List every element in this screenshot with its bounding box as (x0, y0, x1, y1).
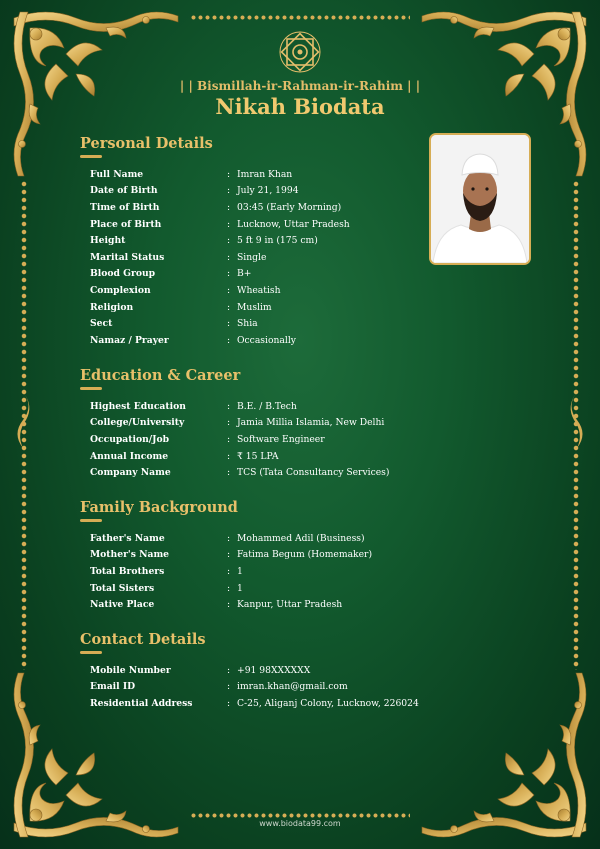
detail-row: Company Name : TCS (Tata Consultancy Services) (90, 467, 390, 479)
detail-label: Father's Name (90, 532, 165, 544)
detail-label: Date of Birth (90, 185, 158, 197)
section-title-family: Family Background (80, 499, 238, 516)
detail-label: Total Sisters (90, 582, 155, 594)
detail-row: Email ID : imran.khan@gmail.com (90, 681, 348, 693)
detail-value: imran.khan@gmail.com (237, 681, 348, 693)
detail-value: Fatima Begum (Homemaker) (237, 549, 373, 561)
right-side-ornament-icon (562, 390, 592, 450)
detail-row: Occupation/Job : Software Engineer (90, 433, 325, 445)
detail-label: Annual Income (90, 450, 169, 462)
family-background-list (90, 530, 510, 613)
detail-label: College/University (90, 417, 185, 429)
detail-label: Company Name (90, 467, 171, 479)
detail-value: C-25, Aliganj Colony, Lucknow, 226024 (237, 697, 419, 709)
detail-label: Native Place (90, 599, 155, 611)
section-underline (80, 155, 102, 158)
detail-value: Jamia Millia Islamia, New Delhi (237, 417, 385, 429)
detail-value: Software Engineer (237, 433, 325, 445)
detail-row: Full Name : Imran Khan (90, 168, 293, 180)
detail-label: Place of Birth (90, 218, 162, 230)
detail-label: Mobile Number (90, 664, 171, 676)
detail-label: Occupation/Job (90, 433, 170, 445)
section-underline (80, 519, 102, 522)
detail-value: Kanpur, Uttar Pradesh (237, 599, 343, 611)
footer-website: www.biodata99.com (259, 819, 341, 828)
detail-value: July 21, 1994 (237, 185, 299, 197)
section-title-personal: Personal Details (80, 135, 213, 152)
detail-row: Religion : Muslim (90, 301, 272, 313)
detail-row: Native Place : Kanpur, Uttar Pradesh (90, 599, 343, 611)
detail-row: Annual Income : ₹ 15 LPA (90, 450, 279, 462)
detail-value: 03:45 (Early Morning) (237, 201, 342, 213)
detail-value: Mohammed Adil (Business) (237, 532, 365, 544)
detail-row: Date of Birth : July 21, 1994 (90, 185, 299, 197)
detail-label: Sect (90, 318, 113, 330)
detail-value: Lucknow, Uttar Pradesh (237, 218, 350, 230)
detail-row: Marital Status : Single (90, 251, 267, 263)
detail-row: Blood Group : B+ (90, 268, 252, 280)
detail-label: Full Name (90, 168, 144, 180)
detail-row: Total Sisters : 1 (90, 582, 243, 594)
detail-row: Height : 5 ft 9 in (175 cm) (90, 235, 318, 247)
detail-value: Occasionally (237, 334, 296, 346)
detail-label: Height (90, 235, 126, 247)
detail-row: Namaz / Prayer : Occasionally (90, 334, 296, 346)
contact-details-list (90, 662, 510, 712)
detail-value: +91 98XXXXXX (237, 664, 311, 676)
detail-label: Total Brothers (90, 565, 165, 577)
detail-label: Residential Address (90, 697, 193, 709)
detail-label: Complexion (90, 284, 151, 296)
detail-value: Imran Khan (237, 168, 293, 180)
section-title-contact: Contact Details (80, 631, 206, 648)
detail-value: Wheatish (237, 284, 281, 296)
section-title-education: Education & Career (80, 367, 241, 384)
detail-value: Muslim (237, 301, 272, 313)
detail-label: Highest Education (90, 400, 186, 412)
detail-row: Total Brothers : 1 (90, 565, 243, 577)
detail-row: Mother's Name : Fatima Begum (Homemaker) (90, 549, 373, 561)
detail-label: Religion (90, 301, 134, 313)
detail-row: Complexion : Wheatish (90, 284, 281, 296)
detail-value: Single (237, 251, 267, 263)
bottom-dotted-border (190, 812, 410, 819)
bismillah-text: | | Bismillah-ir-Rahman-ir-Rahim | | (179, 79, 421, 93)
section-underline (80, 387, 102, 390)
detail-value: Shia (237, 318, 258, 330)
detail-row: Mobile Number : +91 98XXXXXX (90, 664, 311, 676)
detail-row: College/University : Jamia Millia Islamia, New Delhi (90, 417, 385, 429)
top-dotted-border (190, 14, 410, 21)
profile-photo (429, 133, 531, 265)
detail-value: 1 (237, 582, 243, 594)
left-side-ornament-icon (8, 390, 38, 450)
detail-row: Time of Birth : 03:45 (Early Morning) (90, 201, 342, 213)
detail-label: Email ID (90, 681, 136, 693)
islamic-star-emblem-icon (276, 28, 324, 76)
education-career-list (90, 398, 510, 481)
detail-row: Highest Education : B.E. / B.Tech (90, 400, 297, 412)
detail-label: Blood Group (90, 268, 156, 280)
detail-value: 1 (237, 565, 243, 577)
detail-value: 5 ft 9 in (175 cm) (237, 235, 318, 247)
page-title: Nikah Biodata (215, 94, 385, 119)
detail-row: Place of Birth : Lucknow, Uttar Pradesh (90, 218, 350, 230)
detail-label: Namaz / Prayer (90, 334, 169, 346)
detail-value: ₹ 15 LPA (237, 450, 279, 462)
detail-label: Mother's Name (90, 549, 170, 561)
detail-value: B.E. / B.Tech (237, 400, 297, 412)
detail-value: B+ (237, 268, 252, 280)
detail-label: Marital Status (90, 251, 165, 263)
detail-row: Father's Name : Mohammed Adil (Business) (90, 532, 365, 544)
detail-row: Sect : Shia (90, 318, 258, 330)
detail-label: Time of Birth (90, 201, 160, 213)
detail-row: Residential Address : C-25, Aliganj Colony, Lucknow, 226024 (90, 697, 419, 709)
detail-value: TCS (Tata Consultancy Services) (237, 467, 390, 479)
section-underline (80, 651, 102, 654)
